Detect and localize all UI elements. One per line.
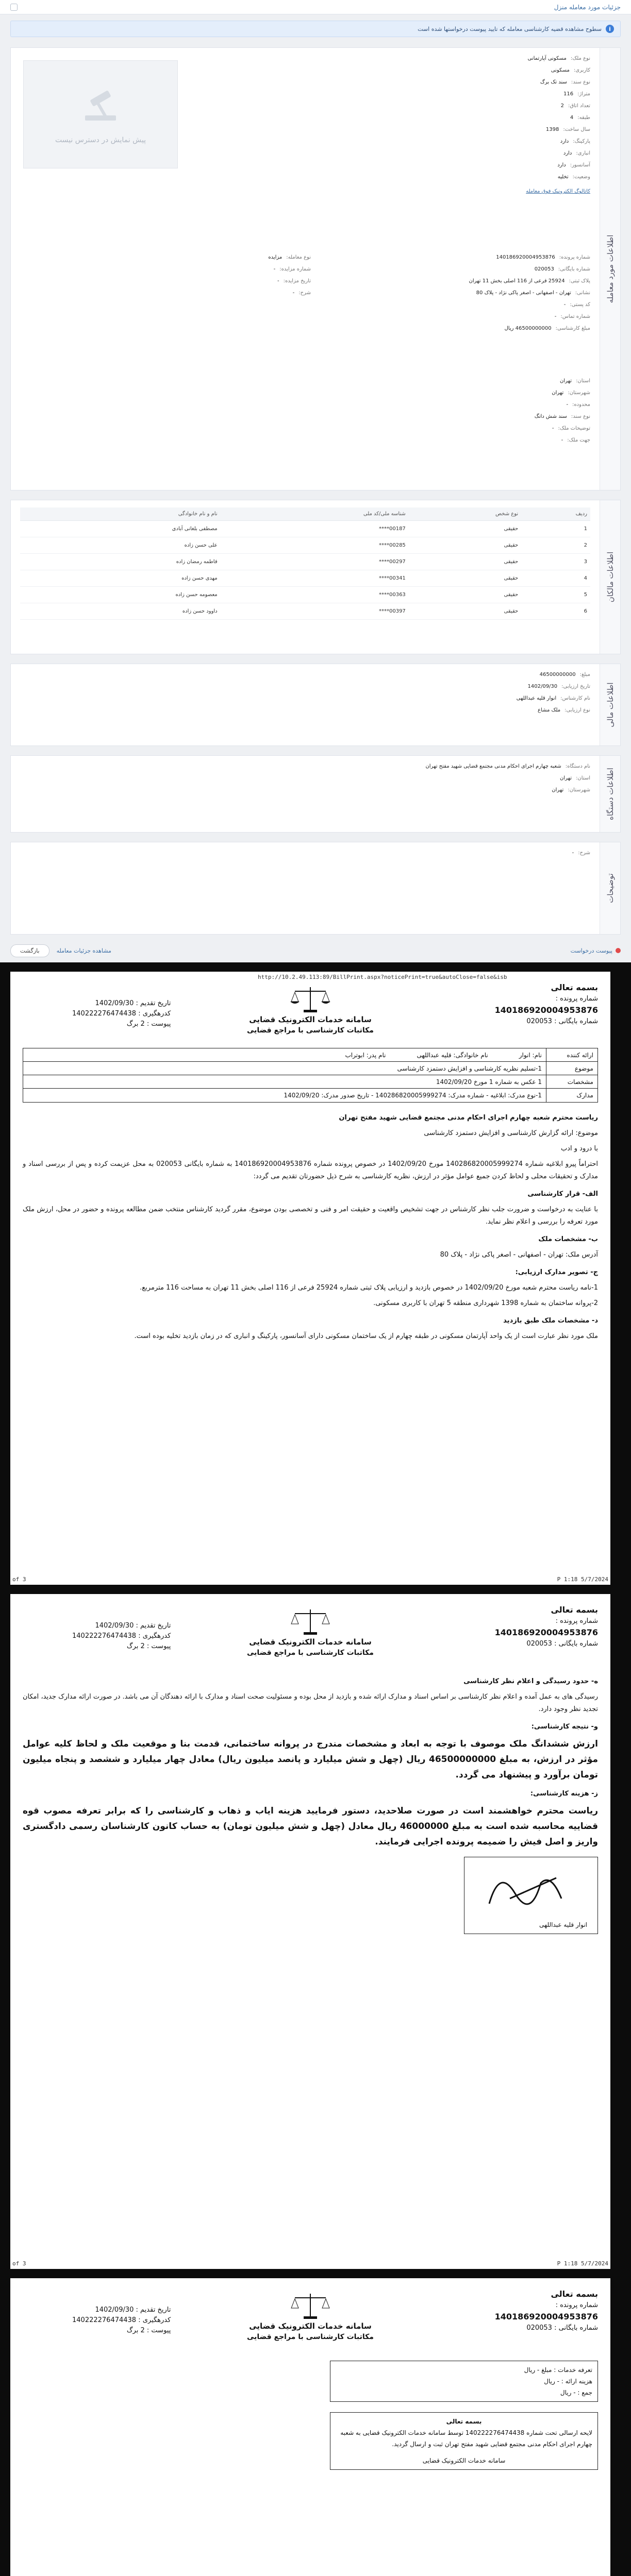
property-photo-placeholder bbox=[23, 60, 178, 168]
photo-caption: پیش نمایش در دسترس نیست bbox=[55, 136, 146, 144]
table-row[interactable]: 3 حقیقی 00297**** فاطمه رمضان زاده bbox=[20, 554, 590, 570]
document-page-1: http://10.2.49.113:89/BillPrint.aspx?noticePrint=true&autoClose=false&isb بسمه تعالی شماره پرونده : 140186920004953876 شماره بایگانی : 020053 سامانه خدمات الکترونیک قضایی مکاتبات کارشناسی با مراجع قضایی تاریخ تقدیم : 1402/09/30 کدرهگیری : 140222276474438 پیوست : 2 برگ ارائه کننده نام: انوار نام خانوادگی: قلیه عبداللهی نام پدر: ابوتراب موضوع 1-تسلیم نظریه کارشناسی و افزایش دستمزد کارشناسی مشخصات 1 عکس به شماره 1 مورخ 1402/09/20 مدارک 1-نوع مدرک: ابلاغیه - شماره مدرک: 140286820005999274 - تاریخ صدور مدرک: 1402/09/20 ریاست محترم شعبه چهارم اجرای احکام مدنی مجتمع قضایی شهید مفتح تهران موضوع: ارائه گزارش کارشناسی و افزایش دستمزد کارشناسی با درود و ادب احتراماً پیرو ابلاغیه شماره 140286820005999274 مورخ 1402/09/20 در خصوص پرونده شماره 140186920004953876 به شماره بایگانی 020053 به محل عزیمت کرده و پس از بررسی اسناد و مدارک و تحقیقات محلی و لحاظ کردن جمیع عوامل مؤثر در ارزش، نظریه کارشناسی به شرح ذیل حضورتان تقدیم می گردد: الف- قرار کارشناسی با عنایت به درخواست و ضرورت جلب نظر کارشناس در جهت تشخیص واقعیت و حقیقت امر و فنی و تخصصی بودن موضوع، مقرر گردید کارشناس منتخب ضمن مطالعه پرونده و حضور در محل، ارزش ملک مورد تعرفه را بررسی و اعلام نظر نماید. ب- مشخصات ملک آدرس ملک: تهران - اصفهانی - اصغر پاکی نژاد - پلاک 80 ج- تصویر مدارک ارزیابی: 1-نامه ریاست محترم شعبه مورخ 1402/09/20 در خصوص بازدید و ارزیابی پلاک ثبتی شماره 25924 فرعی از 116 اصلی بخش 11 تهران به مساحت 116 مترمربع. 2-پروانه ساختمان به شماره 1398 شهرداری منطقه 5 تهران با کاربری مسکونی. د- مشخصات ملک طبق بازدید ملک مورد نظر عبارت است از یک واحد آپارتمان مسکونی در طبقه چهارم از یک ساختمان مسکونی دارای آسانسور، پارکینگ و انباری که در زمان بازدید تخلیه بوده است. of 3 5/7/2024 1:18 P bbox=[10, 972, 610, 1585]
breadcrumb[interactable]: جزئیات مورد معامله منزل bbox=[554, 3, 621, 11]
court-section: اطلاعات دستگاه نام دستگاه: شعبه چهارم اجرای احکام مدنی مجتمع قضایی شهید مفتح تهران استان: تهران شهرستان: تهران bbox=[10, 755, 621, 833]
doc-body-2: ه- حدود رسیدگی و اعلام نظر کارشناسی رسیدگی های به عمل آمده و اعلام نظر کارشناسی بر اساس اسناد و مدارک ارائه شده و بازدید از محل بوده و مسئولیت صحت اسناد و مدارک با ارائه دهندگان آن می باشد. در صورت ارائه مدارک جدید، امکان تجدید نظر وجود دارد. و- نتیجه کارشناسی: ارزش ششدانگ ملک موصوف با توجه به ابعاد و مشخصات مندرج در پروانه ساختمانی، قدمت بنا و موقعیت ملک و لحاظ کلیه عوامل مؤثر در ارزش، به مبلغ 46500000000 ریال (چهل و شش میلیارد و پانصد میلیون ریال) معادل چهار میلیارد و ششصد و پنجاه میلیون تومان برآورد و پیشنهاد می گردد. ز- هزینه کارشناسی: ریاست محترم خواهشمند است در صورت صلاحدید، دستور فرمایید هزینه ایاب و ذهاب و کارشناسی را که برابر تعرفه مصوب قوه قضاییه محاسبه شده است به مبلغ 46000000 ریال معادل (چهل و شش میلیون تومان) به حساب کانون کارشناسان رسمی دادگستری واریز و اصل فیش را ضمیمه پرونده اجرایی فرمایند. bbox=[23, 1677, 598, 1847]
document-page-3: بسمه تعالی شماره پرونده : 140186920004953876 شماره بایگانی : 020053 سامانه خدمات الکترونیک قضایی مکاتبات کارشناسی با مراجع قضایی تاریخ تقدیم : 1402/09/30 کدرهگیری : 140222276474438 پیوست : 2 برگ تعرفه خدمات : مبلغ - ریال هزینه ارائه : - ریال جمع : - ریال بسمه تعالی لایحه ارسالی تحت شماره 140222276474438 توسط سامانه خدمات الکترونیک قضایی به شعبه چهارم اجرای احکام مدنی مجتمع قضایی شهید مفتح تهران ثبت و ارسال گردید. سامانه خدمات الکترونیک قضایی bbox=[10, 2278, 610, 2576]
doc-header: بسمه تعالی شماره پرونده : 140186920004953876 شماره بایگانی : 020053 سامانه خدمات الکترونیک قضایی مکاتبات کارشناسی با مراجع قضایی تاریخ تقدیم : 1402/09/30 کدرهگیری : 140222276474438 پیوست : 2 برگ bbox=[72, 982, 598, 1035]
fee-box: تعرفه خدمات : مبلغ - ریال هزینه ارائه : - ریال جمع : - ریال bbox=[330, 2361, 598, 2402]
property-fields-right: نوع ملک: مسکونی آپارتمانی کاربری: مسکونی نوع سند: سند تک برگ متراژ: 116 تعداد اتاق: 2 طبقه: 4 سال ساخت: 1398 پارکینگ: دارد انباری: دارد آسانسور: دارد وضعیت: تخلیه کاتالوگ الکترونیک فوق معامله bbox=[526, 56, 590, 194]
property-section bbox=[10, 47, 621, 490]
view-deal-details-button[interactable]: مشاهده جزئیات معامله bbox=[56, 947, 111, 954]
table-header-row: ردیف نوع شخص شناسه ملی/کد ملی نام و نام خانوادگی bbox=[20, 507, 590, 521]
attachment-request-button[interactable]: پیوست درخواست bbox=[571, 947, 621, 954]
signature-icon bbox=[479, 1862, 582, 1914]
doc-body-1: ریاست محترم شعبه چهارم اجرای احکام مدنی مجتمع قضایی شهید مفتح تهران موضوع: ارائه گزارش کارشناسی و افزایش دستمزد کارشناسی با درود و ادب احتراماً پیرو ابلاغیه شماره 140286820005999274 مورخ 1402/09/20 در خصوص پرونده شماره 140186920004953876 به شماره بایگانی 020053 به محل عزیمت کرده و پس از بررسی اسناد و مدارک و تحقیقات محلی و لحاظ کردن جمیع عوامل مؤثر در ارزش، نظریه کارشناسی به شرح ذیل حضورتان تقدیم می گردد: الف- قرار کارشناسی با عنایت به درخواست و ضرورت جلب نظر کارشناس در جهت تشخیص واقعیت و حقیقت امر و فنی و تخصصی بودن موضوع، مقرر گردید کارشناس منتخب ضمن مطالعه پرونده و حضور در محل، ارزش ملک مورد تعرفه را بررسی و اعلام نظر نماید. ب- مشخصات ملک آدرس ملک: تهران - اصفهانی - اصغر پاکی نژاد - پلاک 80 ج- تصویر مدارک ارزیابی: 1-نامه ریاست محترم شعبه مورخ 1402/09/20 در خصوص بازدید و ارزیابی پلاک ثبتی شماره 25924 فرعی از 116 اصلی بخش 11 تهران به مساحت 116 مترمربع. 2-پروانه ساختمان به شماره 1398 شهرداری منطقه 5 تهران با کاربری مسکونی. د- مشخصات ملک طبق بازدید ملک مورد نظر عبارت است از یک واحد آپارتمان مسکونی در طبقه چهارم از یک ساختمان مسکونی دارای آسانسور، پارکینگ و انباری که در زمان بازدید تخلیه بوده است. bbox=[23, 1114, 599, 1340]
back-button[interactable]: بازگشت bbox=[10, 944, 49, 957]
property-fields-left: استان: تهران شهرستان: تهران محدوده: - نوع سند: سند شش دانگ توضیحات ملک: - جهت ملک: - bbox=[534, 378, 590, 443]
financial-section: اطلاعات مالی مبلغ: 46500000000 تاریخ ارزیابی: 1402/09/30 نام کارشناس: انوار قلیه عبداللهی نوع ارزیابی: ملک مشاع bbox=[10, 664, 621, 746]
submission-note-box: بسمه تعالی لایحه ارسالی تحت شماره 140222276474438 توسط سامانه خدمات الکترونیک قضایی به شعبه چهارم اجرای احکام مدنی مجتمع قضایی شهید مفتح تهران ثبت و ارسال گردید. سامانه خدمات الکترونیک قضایی bbox=[330, 2412, 598, 2470]
justice-scale-icon bbox=[287, 983, 334, 1014]
section-label: اطلاعات مورد معامله bbox=[600, 48, 620, 490]
signature-box: انوار قلیه عبداللهی bbox=[464, 1857, 598, 1934]
justice-scale-icon bbox=[287, 2290, 334, 2320]
menu-icon[interactable] bbox=[10, 4, 18, 11]
app-window bbox=[0, 0, 631, 962]
doc-info-table: ارائه کننده نام: انوار نام خانوادگی: قلیه عبداللهی نام پدر: ابوتراب موضوع 1-تسلیم نظریه کارشناسی و افزایش دستمزد کارشناسی مشخصات 1 عکس به شماره 1 مورخ 1402/09/20 مدارک 1-نوع مدرک: ابلاغیه - شماره مدرک: 140286820005999274 - تاریخ صدور مدرک: 1402/09/20 bbox=[23, 1048, 598, 1103]
table-row[interactable]: 5 حقیقی 00363**** معصومه حسن زاده bbox=[20, 587, 590, 603]
table-row[interactable]: 1 حقیقی 00187**** مصطفی بلغانی آبادی bbox=[20, 521, 590, 537]
owners-table bbox=[20, 507, 590, 620]
info-alert bbox=[10, 21, 621, 37]
top-bar bbox=[0, 0, 631, 14]
table-row[interactable]: 4 حقیقی 00341**** مهدی حسن زاده bbox=[20, 570, 590, 587]
electronic-catalog-link[interactable]: کاتالوگ الکترونیک فوق معامله bbox=[526, 189, 590, 194]
owners-section: اطلاعات مالکان ردیف نوع شخص شناسه ملی/کد ملی نام و نام خانوادگی 1 حقیقی 00187**** مصطفی بلغانی آبادی 2 حقیقی 00285**** علی حسن زاده 3 حقیقی 00297**** فاطمه رمضان زاده 4 حقیقی 00341**** مهدی حسن زاده 5 حقیقی 00363**** معصومه حسن زاده 6 حقیقی 00397**** داوود حسن زاده bbox=[10, 500, 621, 654]
table-row[interactable]: 2 حقیقی 00285**** علی حسن زاده bbox=[20, 537, 590, 554]
property-fields-mid: نوع معامله: مزایده شماره مزایده: - تاریخ مزایده: - شرح: - bbox=[268, 255, 311, 296]
justice-scale-icon bbox=[287, 1605, 334, 1636]
property-fields-detail: شماره پرونده: 140186920004953876 شماره بایگانی: 020053 پلاک ثبتی: 25924 فرعی از 116 اصلی بخش 11 تهران نشانی: تهران - اصفهانی - اصغر پاکی نژاد - پلاک 80 کد پستی: - شماره تماس: - مبلغ کارشناسی: 46500000000 ریال bbox=[469, 255, 590, 331]
info-icon: i bbox=[606, 25, 614, 33]
document-page-2: بسمه تعالی شماره پرونده : 140186920004953876 شماره بایگانی : 020053 سامانه خدمات الکترونیک قضایی مکاتبات کارشناسی با مراجع قضایی تاریخ تقدیم : 1402/09/30 کدرهگیری : 140222276474438 پیوست : 2 برگ ه- حدود رسیدگی و اعلام نظر کارشناسی رسیدگی های به عمل آمده و اعلام نظر کارشناسی بر اساس اسناد و مدارک ارائه شده و بازدید از محل بوده و مسئولیت صحت اسناد و مدارک با ارائه دهندگان آن می باشد. در صورت ارائه مدارک جدید، امکان تجدید نظر وجود دارد. و- نتیجه کارشناسی: ارزش ششدانگ ملک موصوف با توجه به ابعاد و مشخصات مندرج در پروانه ساختمانی، قدمت بنا و موقعیت ملک و لحاظ کلیه عوامل مؤثر در ارزش، به مبلغ 46500000000 ریال (چهل و شش میلیارد و پانصد میلیون ریال) معادل چهار میلیارد و ششصد و پنجاه میلیون تومان برآورد و پیشنهاد می گردد. ز- هزینه کارشناسی: ریاست محترم خواهشمند است در صورت صلاحدید، دستور فرمایید هزینه ایاب و ذهاب و کارشناسی را که برابر تعرفه مصوب قوه قضاییه محاسبه شده است به مبلغ 46000000 ریال معادل (چهل و شش میلیون تومان) به حساب کانون کارشناسان رسمی دادگستری واریز و اصل فیش را ضمیمه پرونده اجرایی فرمایند. انوار قلیه عبداللهی of 3 5/7/2024 1:18 P bbox=[10, 1594, 610, 2269]
document-viewer bbox=[0, 962, 631, 2576]
gavel-icon bbox=[70, 84, 131, 131]
alert-text: سطوح مشاهده قضیه کارشناسی معامله که تایید پیوست درخواستها شده است bbox=[418, 25, 602, 32]
table-row[interactable]: 6 حقیقی 00397**** داوود حسن زاده bbox=[20, 603, 590, 620]
print-url: http://10.2.49.113:89/BillPrint.aspx?noticePrint=true&autoClose=false&isb bbox=[258, 974, 507, 980]
bottom-actions bbox=[10, 943, 621, 958]
notes-section: توضیحات شرح: - bbox=[10, 842, 621, 935]
status-dot-icon bbox=[616, 948, 621, 953]
